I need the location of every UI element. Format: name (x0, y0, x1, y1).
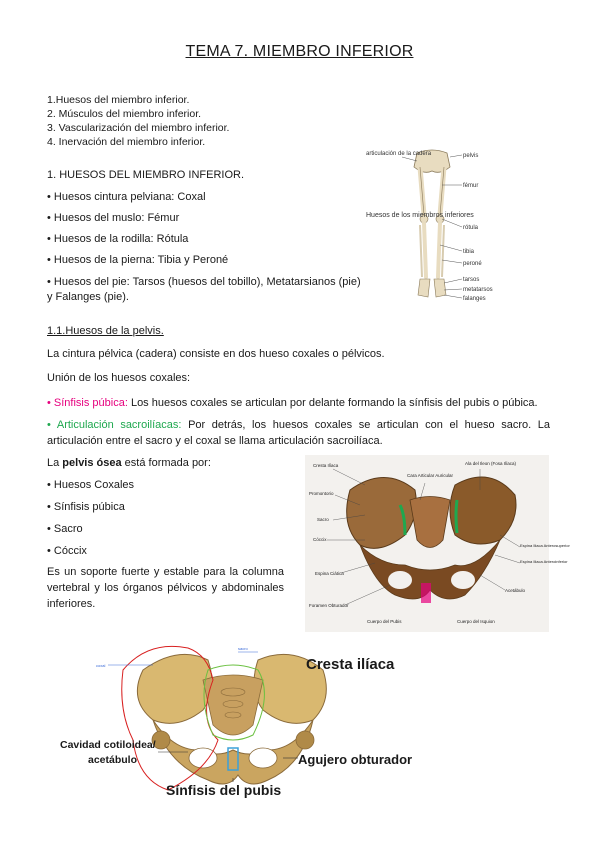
sacroiliaca-text: Por detrás, los huesos coxales se articulan con el hueso sacro. La articulación entre el sacro y el coxal se llama articulación sacroilíaca. (47, 419, 551, 447)
label-cavidad: Cavidad cotiloidea/ (60, 739, 156, 751)
label-cuerpo-pubis: Cuerpo del Pubis (367, 619, 402, 624)
label-espina-antsup: Espina Iliaca Anterosuperior (520, 543, 570, 548)
sacroiliaca-paragraph (47, 417, 550, 449)
label-acetabulo-bottom: acetábulo (88, 754, 138, 766)
toc-item: 1.Huesos del miembro inferior. (47, 94, 190, 106)
label-coxal: coxal (96, 663, 106, 668)
bullet-item: • Huesos cintura pelviana: Coxal (47, 191, 206, 203)
text: La (47, 457, 63, 469)
bullet-item: • Huesos de la rodilla: Rótula (47, 233, 189, 245)
label-articulacion: articulación de la cadera (366, 151, 432, 157)
bullet-item: y Falanges (pie). (47, 291, 129, 303)
bullet-item: • Cóccix (47, 545, 87, 557)
label-agujero-obturador: Agujero obturador (298, 752, 413, 767)
sinfisis-text: Los huesos coxales se articulan por delante formando la sínfisis del pubis o púbica. (127, 397, 538, 409)
bullet-item: • Huesos del pie: Tarsos (huesos del tobillo), Metatarsianos (pie) (47, 276, 361, 288)
label-cuerpo-isquion: Cuerpo del Isquion (457, 619, 495, 624)
label-pelvis: pelvis (463, 153, 479, 159)
label-perone: peroné (463, 261, 482, 267)
label-cresta-iliaca: Cresta ilíaca (306, 656, 395, 673)
paragraph: La cintura pélvica (cadera) consiste en dos hueso coxales o pélvicos. (47, 348, 385, 360)
toc-item: 4. Inervación del miembro inferior. (47, 136, 206, 148)
label-ala-ileon: Ala del Ileon (Fosa Ilíaca) (465, 461, 517, 466)
page-title: TEMA 7. MIEMBRO INFERIOR (185, 43, 414, 60)
label-sinfisis-pubis: Sínfisis del pubis (166, 782, 282, 798)
text: está formada por: (121, 457, 211, 469)
label-huesos: Huesos de los miembros inferiores (366, 212, 474, 219)
sinfisis-paragraph (47, 395, 550, 411)
lower-limb-skeleton-figure (362, 145, 492, 310)
label-falanges: falanges (463, 296, 486, 302)
label-sacro: Sacro (317, 517, 329, 522)
label-promontorio: Promontorio (309, 491, 334, 496)
pelvis-photo-figure (305, 455, 570, 632)
label-tarsos: tarsos (463, 277, 480, 283)
sacroiliaca-term: • Articulación sacroilíacas: (47, 419, 182, 431)
bold-term: pelvis ósea (62, 457, 122, 469)
sinfisis-term: • Sínfisis púbica: (47, 397, 128, 409)
label-rotula: rótula (463, 225, 479, 231)
paragraph: Es un soporte fuerte y estable para la columna vertebral y los órganos pélvicos y abdominales inferiores. (47, 566, 284, 610)
label-coccix: Cóccix (313, 537, 327, 542)
label-femur: fémur (463, 183, 479, 189)
label-sacro-small: sacro (238, 646, 248, 651)
paragraph: Unión de los huesos coxales: (47, 372, 191, 384)
bullet-item: • Huesos Coxales (47, 479, 135, 491)
pelvis-osea-line (47, 457, 211, 469)
bullet-item: • Sacro (47, 523, 83, 535)
section-heading: 1. HUESOS DEL MIEMBRO INFERIOR. (47, 169, 245, 181)
bullet-item: • Sínfisis púbica (47, 501, 125, 513)
toc-item: 2. Músculos del miembro inferior. (47, 108, 202, 120)
table-of-contents (47, 93, 229, 149)
label-foramen: Foramen Obturador (309, 603, 349, 608)
label-espina-antinf: Espina Iliaca Anteroinferior (520, 559, 568, 564)
bullet-item: • Huesos del muslo: Fémur (47, 212, 180, 224)
label-cresta: Cresta Ilíaca (313, 463, 339, 468)
bullet-item: • Huesos de la pierna: Tibia y Peroné (47, 254, 229, 266)
label-espina-ciatica: Espina Ciática (315, 571, 344, 576)
label-tibia: tibia (463, 249, 475, 255)
label-cara-articular: Cara Articular Auricular (407, 473, 454, 478)
subsection-heading: 1.1.Huesos de la pelvis. (47, 325, 164, 337)
label-acetabulo: Acetábulo (505, 588, 526, 593)
label-metatarsos: metatarsos (463, 287, 493, 293)
pelvis-illustration-figure (58, 640, 435, 803)
toc-item: 3. Vascularización del miembro inferior. (47, 122, 230, 134)
